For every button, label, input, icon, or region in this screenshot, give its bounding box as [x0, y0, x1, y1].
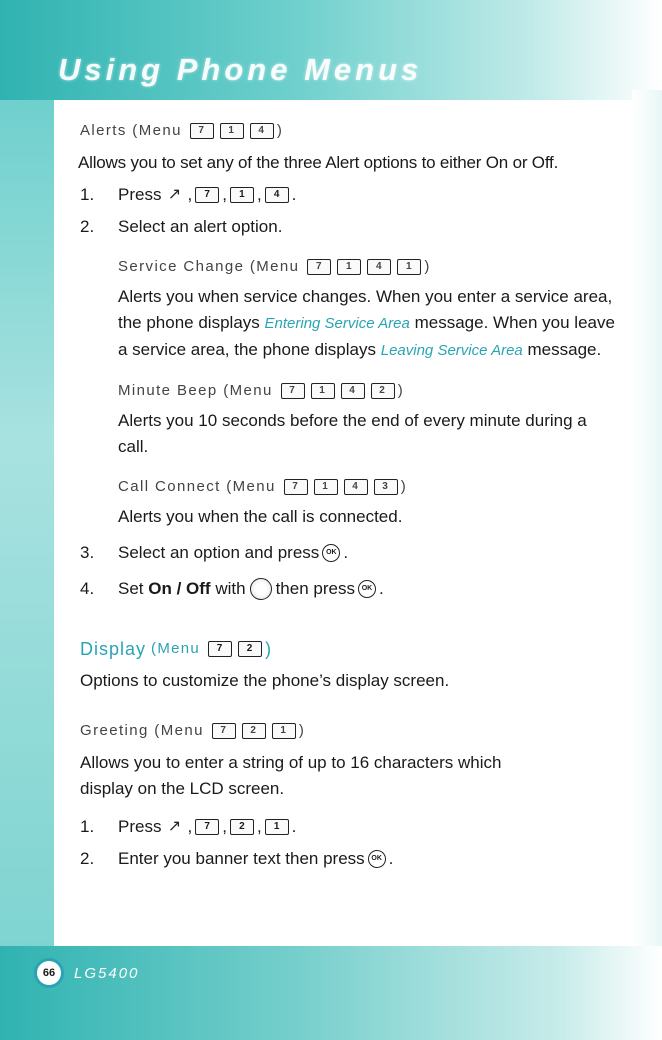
- key-3-icon: 3: [374, 479, 398, 495]
- call-connect-description: Alerts you when the call is connected.: [118, 507, 403, 526]
- step-number: 3.: [80, 543, 95, 562]
- on-off-text: On / Off: [148, 579, 211, 598]
- greeting-step-2: 2. Enter you banner text then press OK .: [80, 846, 620, 872]
- display-close-paren: ): [265, 639, 273, 659]
- step-text: Enter you banner text then press: [118, 849, 365, 868]
- step-text: Select an alert option.: [118, 217, 283, 236]
- key-1-icon: 1: [220, 123, 244, 139]
- step-text: then press: [275, 579, 355, 598]
- display-description: Options to customize the phone’s display screen.: [80, 671, 450, 690]
- greeting-title: Greeting (Menu: [80, 722, 204, 739]
- ok-key-icon: OK: [322, 544, 340, 562]
- key-2-icon: 2: [238, 641, 262, 657]
- service-desc-part: message. When you leave a service area, the phone displays: [118, 313, 615, 359]
- greeting-description: Allows you to enter a string of up to 16 characters which display on the LCD screen.: [80, 753, 502, 798]
- call-connect-title: Call Connect (Menu: [118, 478, 276, 495]
- display-menu-text: (Menu: [151, 640, 201, 657]
- minute-beep-block: [118, 378, 620, 460]
- alerts-title: Alerts (Menu: [80, 122, 182, 139]
- alerts-step-3: 3. Select an option and press OK .: [80, 540, 620, 566]
- greeting-subheading: [80, 718, 620, 744]
- page-heading: Using Phone Menus: [58, 52, 423, 87]
- key-1-icon: 1: [265, 819, 289, 835]
- alerts-step-4: 4. Set On / Off with then press OK .: [80, 576, 620, 602]
- alerts-step-1: 1. Press ↗ , 7 , 1 , 4 .: [80, 182, 620, 208]
- call-close-paren: ): [400, 478, 408, 495]
- key-7-icon: 7: [284, 479, 308, 495]
- minute-beep-title: Minute Beep (Menu: [118, 382, 273, 399]
- key-2-icon: 2: [242, 723, 266, 739]
- step-number: 1.: [80, 817, 95, 836]
- step-number: 1.: [80, 185, 95, 204]
- step-text: with: [215, 579, 246, 598]
- service-change-subheading: [118, 254, 620, 280]
- service-change-title: Service Change (Menu: [118, 258, 300, 275]
- key-4-icon: 4: [367, 259, 391, 275]
- alerts-close-paren: ): [276, 122, 284, 139]
- key-1-icon: 1: [397, 259, 421, 275]
- key-7-icon: 7: [281, 383, 305, 399]
- minute-beep-description: Alerts you 10 seconds before the end of every minute during a call.: [118, 411, 587, 456]
- minute-close-paren: ): [397, 382, 405, 399]
- key-7-icon: 7: [307, 259, 331, 275]
- key-2-icon: 2: [371, 383, 395, 399]
- step-number: 2.: [80, 849, 95, 868]
- greeting-step-1: 1. Press ↗ , 7 , 2 , 1 .: [80, 814, 620, 840]
- key-2-icon: 2: [230, 819, 254, 835]
- key-7-icon: 7: [195, 187, 219, 203]
- alerts-description: Allows you to set any of the three Alert options to either On or Off.: [78, 153, 559, 172]
- minute-beep-subheading: [118, 378, 620, 404]
- service-desc-part: message.: [527, 340, 602, 359]
- key-4-icon: 4: [250, 123, 274, 139]
- call-connect-subheading: [118, 474, 620, 500]
- model-name: LG5400: [74, 964, 140, 982]
- service-change-block: [118, 254, 620, 364]
- step-text: Press: [118, 817, 162, 836]
- key-1-icon: 1: [337, 259, 361, 275]
- key-1-icon: 1: [314, 479, 338, 495]
- ok-key-icon: OK: [368, 850, 386, 868]
- send-key-icon: ↗: [167, 818, 182, 835]
- ok-key-icon: OK: [358, 580, 376, 598]
- key-4-icon: 4: [265, 187, 289, 203]
- step-text: Select an option and press: [118, 543, 320, 562]
- page-footer: [34, 958, 139, 988]
- step-number: 4.: [80, 579, 95, 598]
- key-7-icon: 7: [195, 819, 219, 835]
- display-heading: [80, 636, 620, 662]
- key-4-icon: 4: [341, 383, 365, 399]
- left-margin-band: [0, 100, 54, 946]
- key-7-icon: 7: [212, 723, 236, 739]
- service-change-description: [118, 284, 620, 364]
- right-margin-band: [632, 90, 662, 946]
- display-title: Display: [80, 639, 147, 659]
- key-1-icon: 1: [311, 383, 335, 399]
- step-number: 2.: [80, 217, 95, 236]
- service-desc-part: Alerts you when service changes. When you enter a service area, the phone displays: [118, 287, 613, 332]
- navigation-key-icon: [250, 578, 272, 600]
- page-content: [80, 118, 620, 872]
- key-1-icon: 1: [272, 723, 296, 739]
- greeting-close-paren: ): [298, 722, 306, 739]
- service-close-paren: ): [424, 258, 431, 275]
- key-1-icon: 1: [230, 187, 254, 203]
- send-key-icon: ↗: [167, 186, 182, 203]
- key-4-icon: 4: [344, 479, 368, 495]
- entering-service-area-text: Entering Service Area: [264, 315, 410, 332]
- call-connect-block: [118, 474, 620, 530]
- alerts-subheading: [80, 118, 620, 144]
- step-text: Press: [118, 185, 162, 204]
- alerts-step-2: [80, 214, 620, 240]
- leaving-service-area-text: Leaving Service Area: [380, 342, 523, 359]
- key-7-icon: 7: [208, 641, 232, 657]
- page-number-badge: 66: [34, 958, 64, 988]
- step-text: Set: [118, 579, 144, 598]
- key-7-icon: 7: [190, 123, 214, 139]
